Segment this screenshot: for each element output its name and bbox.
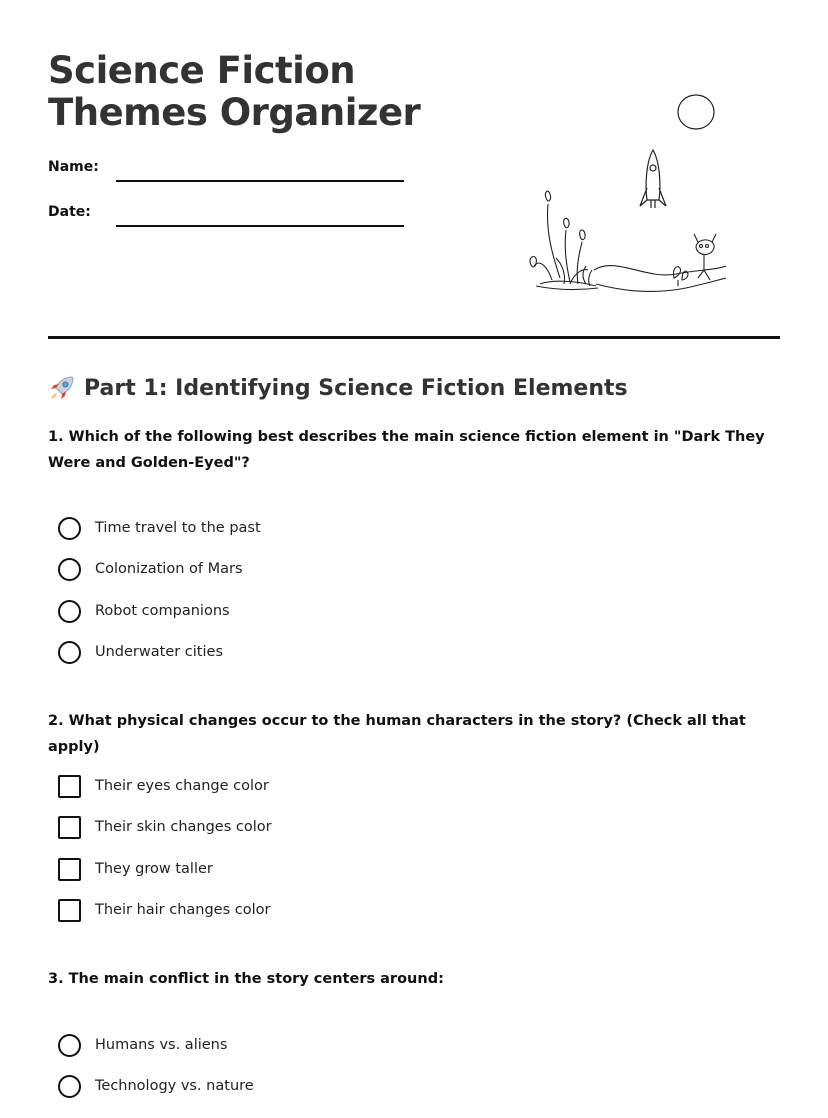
option-label: Technology vs. nature (95, 1078, 254, 1094)
q2-option-4[interactable] (58, 897, 270, 923)
rocket-icon (48, 374, 76, 402)
date-line[interactable] (116, 225, 404, 227)
alien-sprout-icon (673, 267, 688, 286)
option-label: Colonization of Mars (95, 561, 243, 577)
alien-creature-icon (694, 234, 716, 280)
question-2-text: 2. What physical changes occur to the human characters in the story? (Check all that apply) (48, 713, 746, 755)
q1-option-4[interactable] (58, 639, 223, 665)
question-3-text: 3. The main conflict in the story centers around: (48, 971, 444, 987)
section-title-part1 (48, 374, 628, 402)
radio-button[interactable] (58, 600, 81, 623)
checkbox[interactable] (58, 858, 81, 881)
option-label: Time travel to the past (95, 520, 261, 536)
worksheet-header (48, 0, 780, 340)
q1-option-3[interactable] (58, 598, 230, 624)
q2-option-3[interactable] (58, 856, 213, 882)
checkbox[interactable] (58, 775, 81, 798)
header-divider (48, 336, 780, 339)
alien-plants-icon (530, 191, 598, 290)
name-label: Name: (48, 159, 99, 175)
moon-icon (678, 95, 714, 129)
q3-option-2[interactable] (58, 1073, 254, 1099)
space-landscape-illustration (526, 88, 726, 298)
worksheet-page (48, 0, 780, 1118)
date-field[interactable] (48, 204, 408, 228)
radio-button[interactable] (58, 641, 81, 664)
radio-button[interactable] (58, 558, 81, 581)
name-line[interactable] (116, 180, 404, 182)
q1-option-1[interactable] (58, 515, 261, 541)
date-label: Date: (48, 204, 91, 220)
q3-option-1[interactable] (58, 1032, 227, 1058)
option-label: Robot companions (95, 603, 230, 619)
checkbox[interactable] (58, 816, 81, 839)
option-label: Their hair changes color (95, 902, 271, 918)
rocket-drawing-icon (640, 150, 666, 208)
radio-button[interactable] (58, 1034, 81, 1057)
name-field[interactable] (48, 159, 408, 183)
q2-option-2[interactable] (58, 814, 272, 840)
option-label: Humans vs. aliens (95, 1037, 228, 1053)
radio-button[interactable] (58, 1075, 81, 1098)
question-1-text: 1. Which of the following best describes the main science fiction element in "Dark They Were and Golden-Eyed"? (48, 429, 765, 471)
option-label: Their eyes change color (95, 778, 269, 794)
checkbox[interactable] (58, 899, 81, 922)
q2-option-1[interactable] (58, 773, 269, 799)
page-title: Science Fiction Themes Organizer (48, 49, 421, 134)
radio-button[interactable] (58, 517, 81, 540)
q1-option-2[interactable] (58, 556, 243, 582)
section-title-text: Part 1: Identifying Science Fiction Elements (84, 375, 628, 401)
option-label: Their skin changes color (95, 819, 272, 835)
option-label: Underwater cities (95, 644, 224, 660)
option-label: They grow taller (95, 861, 213, 877)
